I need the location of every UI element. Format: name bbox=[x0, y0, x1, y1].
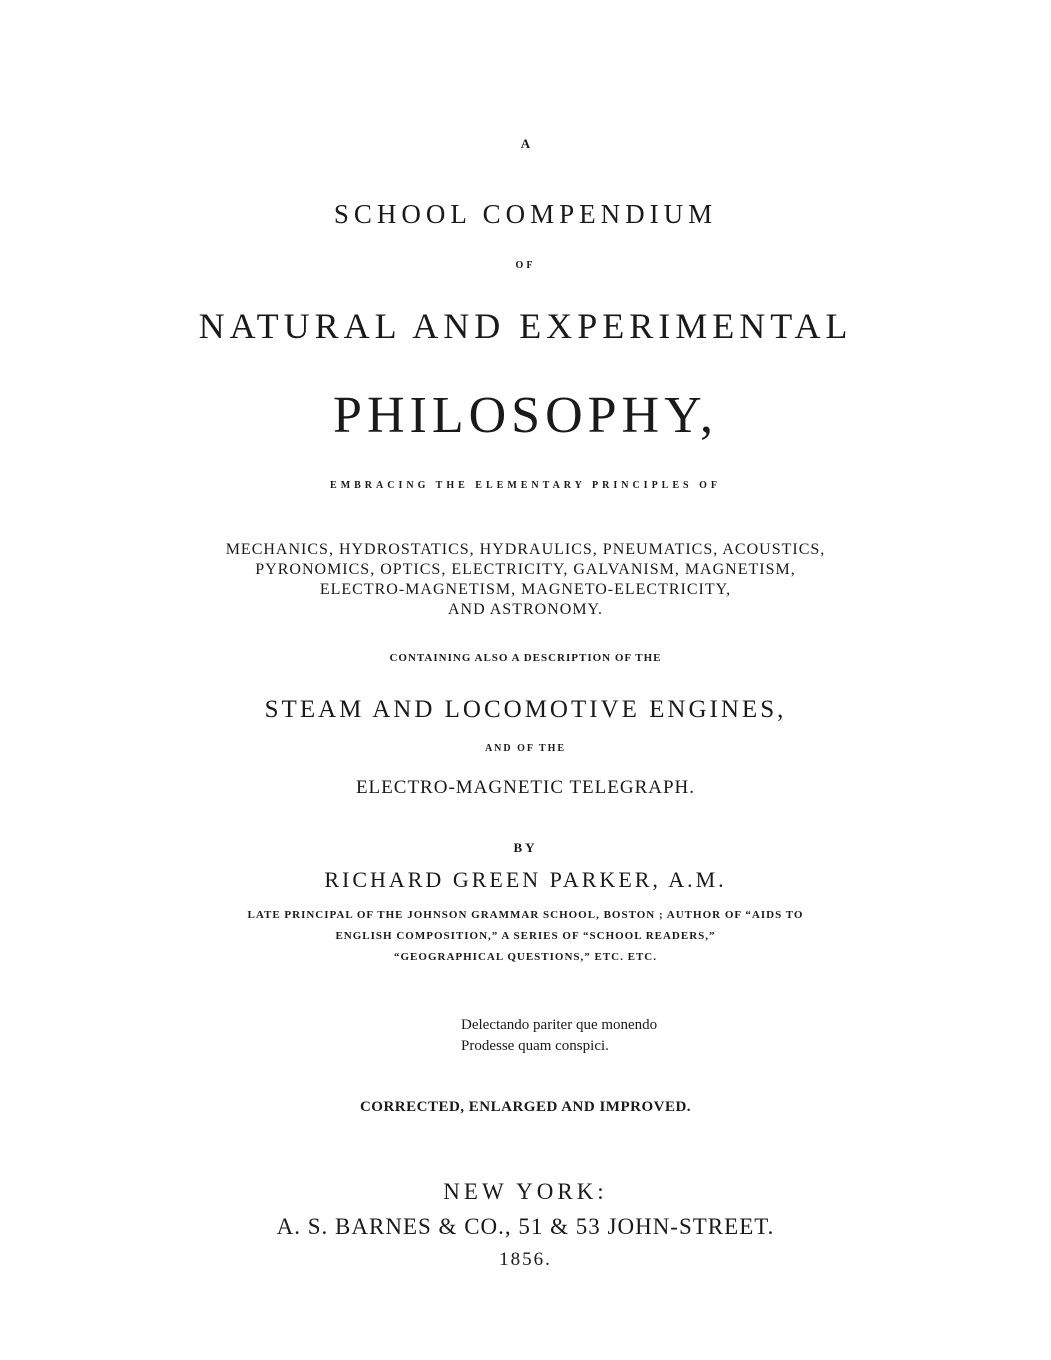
by-line: BY bbox=[513, 840, 538, 855]
subjects-line: AND ASTRONOMY. bbox=[447, 601, 604, 618]
subjects-line: PYRONOMICS, OPTICS, ELECTRICITY, GALVANISM, MAGNETISM, bbox=[255, 561, 796, 578]
title-article: A bbox=[520, 136, 531, 151]
edition-note: CORRECTED, ENLARGED AND IMPROVED. bbox=[359, 1099, 692, 1115]
motto-line: Prodesse quam conspici. bbox=[461, 1038, 609, 1054]
author-name: RICHARD GREEN PARKER, A.M. bbox=[324, 867, 727, 892]
containing-line: CONTAINING ALSO A DESCRIPTION OF THE bbox=[389, 652, 662, 664]
author-credits-line: ENGLISH COMPOSITION,” A SERIES OF “SCHOOL READERS,” bbox=[335, 930, 716, 942]
author-credits bbox=[0, 905, 1051, 968]
embracing-line: EMBRACING THE ELEMENTARY PRINCIPLES OF bbox=[330, 480, 721, 491]
and-of-the-line: AND OF THE bbox=[484, 743, 567, 754]
author-credits-line: “GEOGRAPHICAL QUESTIONS,” ETC. ETC. bbox=[394, 951, 657, 963]
steam-engines-line: STEAM AND LOCOMOTIVE ENGINES, bbox=[264, 696, 787, 723]
subjects-line: MECHANICS, HYDROSTATICS, HYDRAULICS, PNEUMATICS, ACOUSTICS, bbox=[225, 541, 826, 558]
publication-year: 1856. bbox=[499, 1249, 552, 1270]
publication-place: NEW YORK: bbox=[443, 1179, 608, 1204]
motto-line: Delectando pariter que monendo bbox=[461, 1017, 658, 1033]
title-line-school-compendium: SCHOOL COMPENDIUM bbox=[333, 199, 718, 229]
title-connector-of: OF bbox=[515, 260, 536, 271]
subjects-line: ELECTRO-MAGNETISM, MAGNETO-ELECTRICITY, bbox=[319, 581, 732, 598]
publisher-line: A. S. BARNES & CO., 51 & 53 JOHN-STREET. bbox=[276, 1214, 775, 1239]
subjects-list bbox=[0, 540, 1051, 620]
latin-motto bbox=[461, 1015, 657, 1057]
title-main-philosophy: PHILOSOPHY, bbox=[333, 387, 718, 444]
author-credits-line: LATE PRINCIPAL OF THE JOHNSON GRAMMAR SCHOOL, BOSTON ; AUTHOR OF “AIDS TO bbox=[247, 909, 804, 921]
telegraph-line: ELECTRO-MAGNETIC TELEGRAPH. bbox=[355, 777, 696, 798]
title-line-natural-experimental: NATURAL AND EXPERIMENTAL bbox=[198, 306, 853, 346]
